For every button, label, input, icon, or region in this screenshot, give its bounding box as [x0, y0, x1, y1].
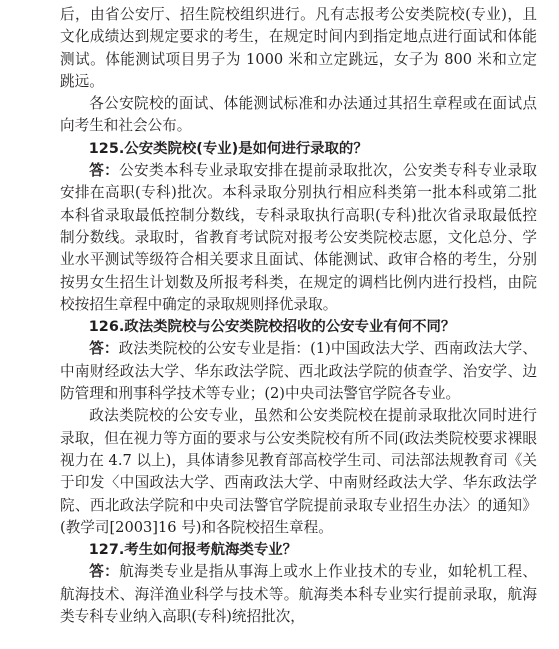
answer-label: 答：: [89, 563, 120, 581]
question-125-heading: 125.公安类院校(专业)是如何进行录取的？: [88, 140, 368, 157]
answer-125: [60, 160, 537, 316]
answer-126: [60, 338, 537, 405]
question-126-heading: 126.政法类院校与公安类院校招收的公安专业有何不同？: [88, 319, 456, 336]
answer-127: [60, 561, 537, 628]
answer-126-text: 政法类院校的公安专业是指：(1)中国政法大学、西南政法大学、中南财经政法大学、华东政法学院、西北政法学院的侦查学、治安学、边防管理和刑事科学技术等专业；(2)中央司法警官学院各专业。: [60, 340, 537, 403]
paragraph-admission-standards: 各公安院校的面试、体能测试标准和办法通过其招生章程或在面试点向考生和社会公布。: [60, 95, 537, 135]
answer-127-text: 航海类专业是指从事海上或水上作业技术的专业，如轮机工程、航海技术、海洋渔业科学与技术等。航海类本科专业实行提前录取，航海类专科专业纳入高职(专科)统招批次，: [60, 563, 537, 626]
paragraph-continuation: 后，由省公安厅、招生院校组织进行。凡有志报考公安类院校(专业)，且文化成绩达到规定要求的考生，在规定时间内到指定地点进行面试和体能测试。体能测试项目男子为 1000 米和立定跳远，女子为 800 米和立定跳远。: [60, 6, 537, 90]
answer-label: 答：: [89, 162, 120, 180]
question-127-heading: 127.考生如何报考航海类专业？: [88, 542, 297, 559]
answer-125-text: 公安类本科专业录取安排在提前录取批次，公安类专科专业录取安排在高职(专科)批次。本科录取分别执行相应科类第一批本科或第二批本科省录取最低控制分数线，专科录取执行高职(专科)批次省录取最低控制分数线。录取时，省教育考试院对报考公安类院校志愿，文化总分、学业水平测试等级符合相关要求且面试、体能测试、政审合格的考生，分别按男女生招生计划数及所报考科类，在规定的调档比例内进行投档，由院校按招生章程中确定的录取规则择优录取。: [60, 162, 537, 313]
answer-label: 答：: [89, 340, 119, 358]
paragraph-126-detail: 政法类院校的公安专业，虽然和公安类院校在提前录取批次同时进行录取，但在视力等方面的要求与公安类院校有所不同(政法类院校要求裸眼视力在 4.7 以上)，具体请参见教育部高校学生司、司法部法规教育司《关于印发〈中国政法大学、西南政法大学、中南财经政法大学、华东政法学院、西北政法学院和中央司法警官学院提前录取专业招生办法〉的通知》(教学司[2003]16 号)和各院校招生章程。: [60, 407, 537, 536]
